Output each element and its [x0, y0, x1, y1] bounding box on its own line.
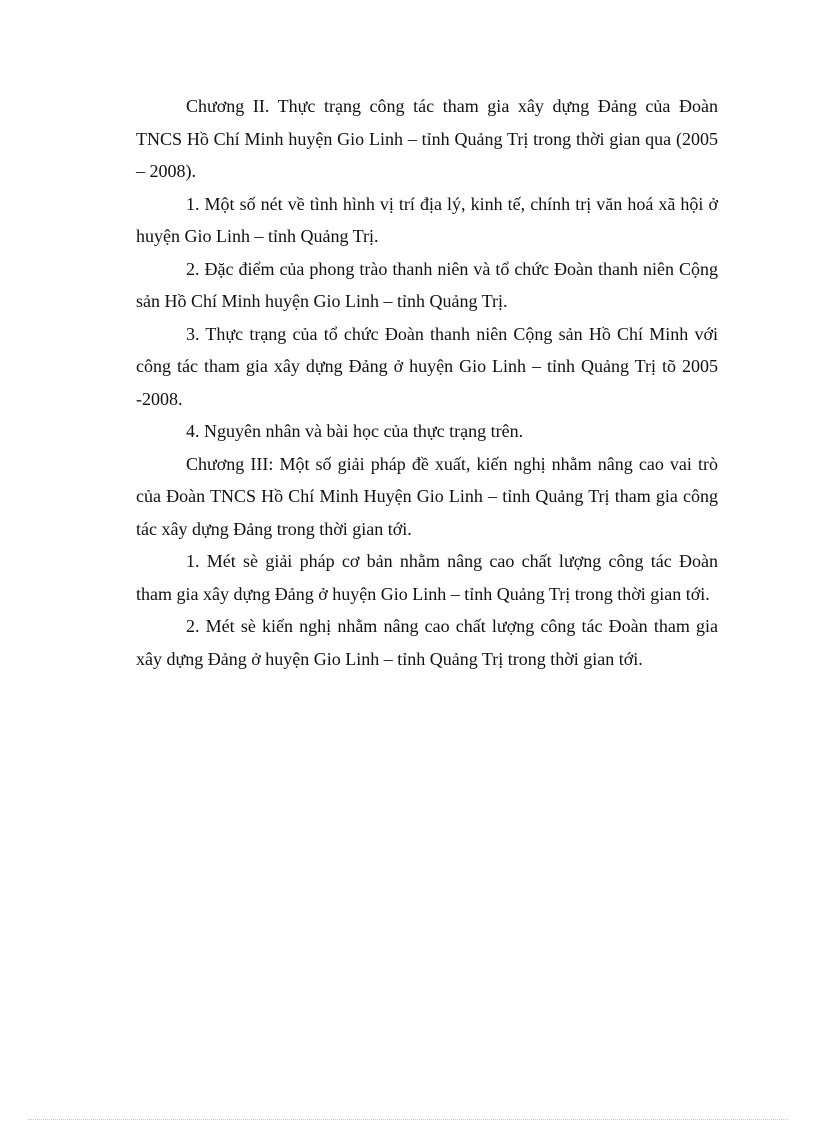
paragraph-section-3-2: 2. Mét sè kiến nghị nhằm nâng cao chất lượng công tác Đoàn tham gia xây dựng Đảng ở huyện Gio Linh – tỉnh Quảng Trị trong thời gian tới.: [136, 616, 718, 669]
paragraph-section-2-1: 1. Một số nét về tình hình vị trí địa lý, kinh tế, chính trị văn hoá xã hội ở huyện Gio Linh – tỉnh Quảng Trị.: [136, 193, 718, 246]
paragraph-section-2-4: 4. Nguyên nhân và bài học của thực trạng trên.: [186, 421, 524, 441]
paragraph-section-3-1: 1. Mét sè giải pháp cơ bản nhằm nâng cao chất lượng công tác Đoàn tham gia xây dựng Đảng ở huyện Gio Linh – tỉnh Quảng Trị trong thời gian tới.: [136, 551, 718, 604]
paragraph-chapter-3: Chương III: Một số giải pháp đề xuất, kiến nghị nhằm nâng cao vai trò của Đoàn TNCS Hồ Chí Minh Huyện Gio Linh – tỉnh Quảng Trị tham gia công tác xây dựng Đảng trong thời gian tới.: [136, 453, 718, 539]
paragraph-section-2-2: 2. Đặc điểm của phong trào thanh niên và tổ chức Đoàn thanh niên Cộng sản Hồ Chí Minh huyện Gio Linh – tỉnh Quảng Trị.: [136, 258, 718, 311]
paragraph-chapter-2: Chương II. Thực trạng công tác tham gia xây dựng Đảng của Đoàn TNCS Hồ Chí Minh huyện Gio Linh – tỉnh Quảng Trị trong thời gian qua (2005 – 2008).: [136, 96, 718, 181]
document-body: [136, 90, 718, 675]
paragraph-section-2-3: 3. Thực trạng của tổ chức Đoàn thanh niên Cộng sản Hồ Chí Minh với công tác tham gia xây dựng Đảng ở huyện Gio Linh – tỉnh Quảng Trị tõ 2005 -2008.: [136, 323, 718, 409]
page-bottom-divider: [28, 1119, 788, 1120]
